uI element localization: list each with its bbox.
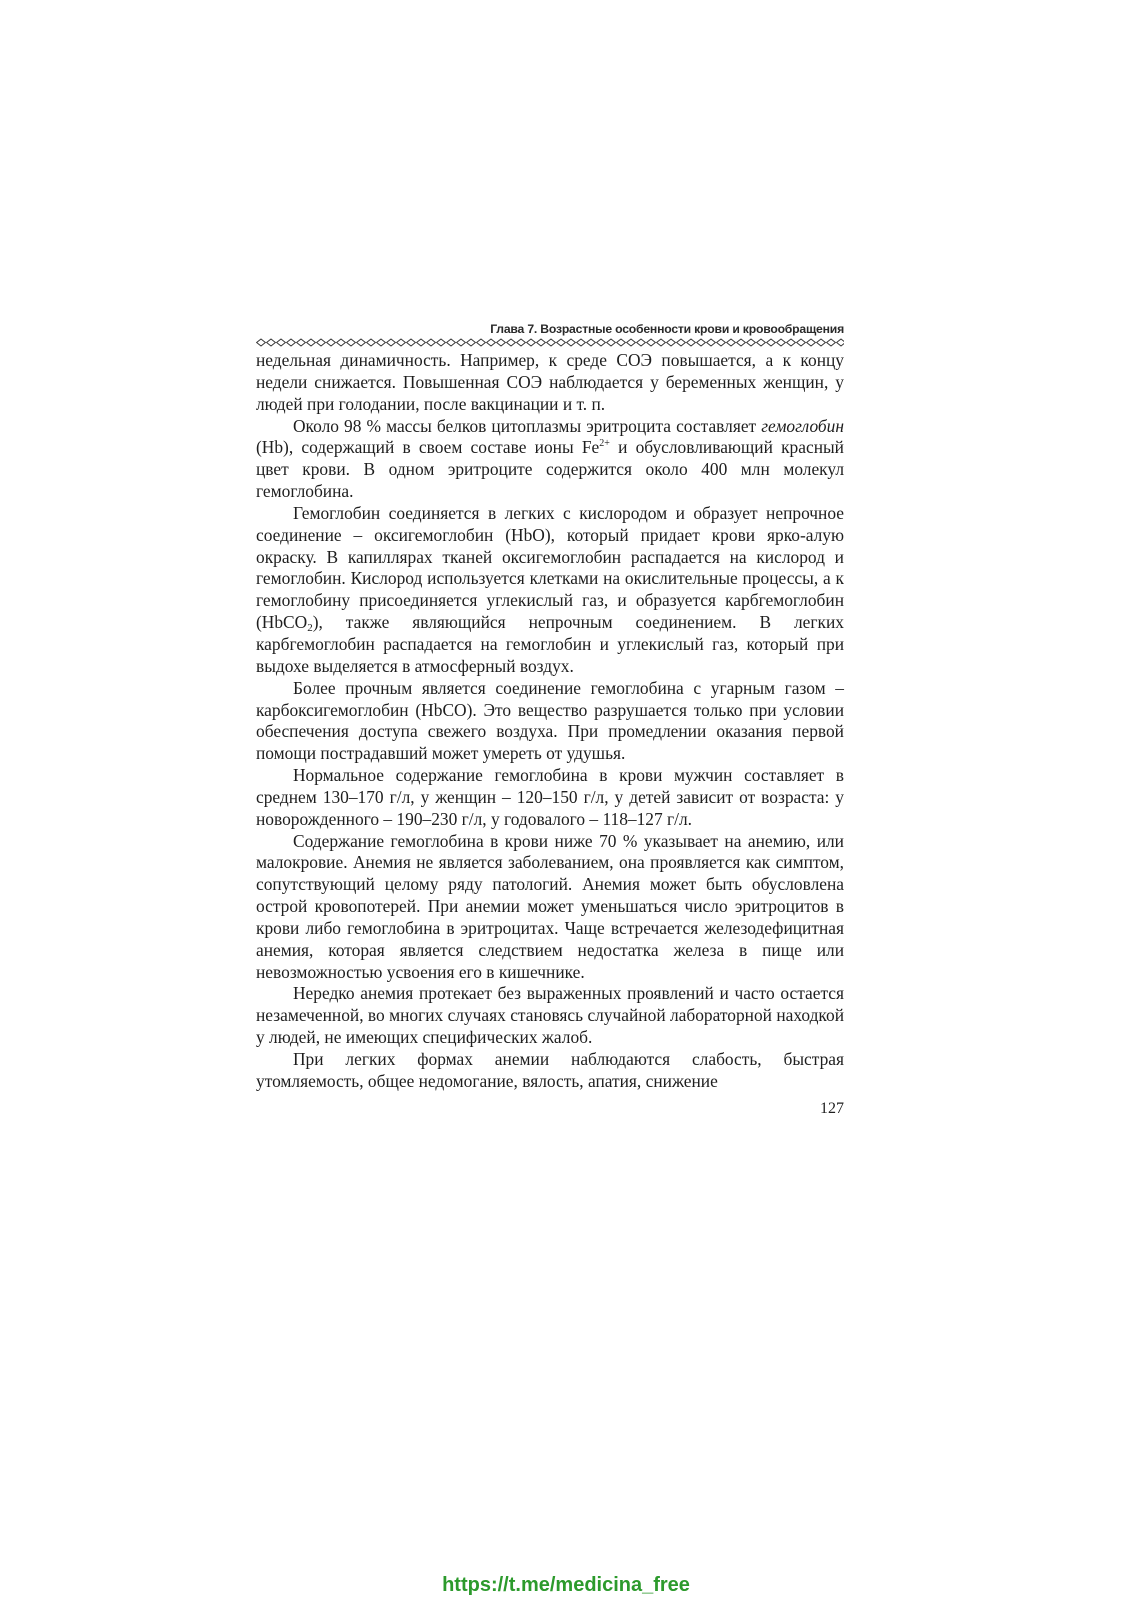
source-link[interactable]: https://t.me/medicina_free (442, 1574, 690, 1596)
iron-charge: 2+ (599, 438, 610, 450)
ornament-rule (256, 338, 844, 347)
paragraph-4: Более прочным является соединение гемоглобина с угарным газом – карбоксигемоглобин (HbCO). Это вещество разрушается только при условии обеспечения доступа свежего воздуха. При промедлении оказания первой помощи пострадавший может умереть от удушья. (256, 677, 844, 764)
body-text (256, 350, 844, 1093)
paragraph-6: Содержание гемоглобина в крови ниже 70 % указывает на анемию, или малокровие. Анемия не является заболеванием, она проявляется как симптом, сопутствующий целому ряду патологий. Анемия может быть обусловлена острой кровопотерей. При анемии может уменьшаться число эритроцитов в крови либо гемоглобина в эритроцитах. Чаще встречается железодефицитная анемия, которая является следствием недостатка железа в пище или невозможностью усвоения его в кишечнике. (256, 830, 844, 982)
paragraph-1: недельная динамичность. Например, к среде СОЭ повышается, а к концу недели снижается. Повышенная СОЭ наблюдается у беременных женщин, у людей при голодании, после вакцинации и т. п. (256, 350, 844, 414)
paragraph-3: Гемоглобин соединяется в легких с кислородом и образует непрочное соединение – оксигемоглобин (HbO), который придает крови ярко-алую окраску. В капиллярах тканей оксигемоглобин распадается на кислород и гемоглобин. Кислород используется клетками на окислительные процессы, а к гемоглобину присоединяется углекислый газ, и образуется карбгемоглобин (HbCO$_2$), также являющийся непрочным соединением. В легких карбгемоглобин распадается на гемоглобин и углекислый газ, который при выдохе выделяется в атмосферный воздух. (256, 502, 844, 676)
co2-subscript: 2 (307, 622, 313, 635)
page-number: 127 (820, 1099, 844, 1117)
running-head: Глава 7. Возрастные особенности крови и кровообращения (490, 322, 844, 336)
paragraph-5: Нормальное содержание гемоглобина в крови мужчин составляет в среднем 130–170 г/л, у женщин – 120–150 г/л, у детей зависит от возраста: у новорожденного – 190–230 г/л, у годовалого – 118–127 г/л. (256, 765, 844, 829)
book-page (256, 322, 844, 1119)
paragraph-2: Около 98 % массы белков цитоплазмы эритроцита составляет гемоглобин (Hb), содержащий в своем составе ионы $Fe^{2+}$ и обусловливающий красный цвет крови. В одном эритроците содержится около 400 млн молекул гемоглобина. (256, 415, 844, 502)
term-hemoglobin: гемоглобин (761, 415, 844, 436)
paragraph-8: При легких формах анемии наблюдаются слабость, быстрая утомляемость, общее недомогание, вялость, апатия, снижение (256, 1049, 844, 1091)
paragraph-7: Нередко анемия протекает без выраженных проявлений и часто остается незамеченной, во многих случаях становясь случайной лабораторной находкой у людей, не имеющих специфических жалоб. (256, 983, 844, 1048)
